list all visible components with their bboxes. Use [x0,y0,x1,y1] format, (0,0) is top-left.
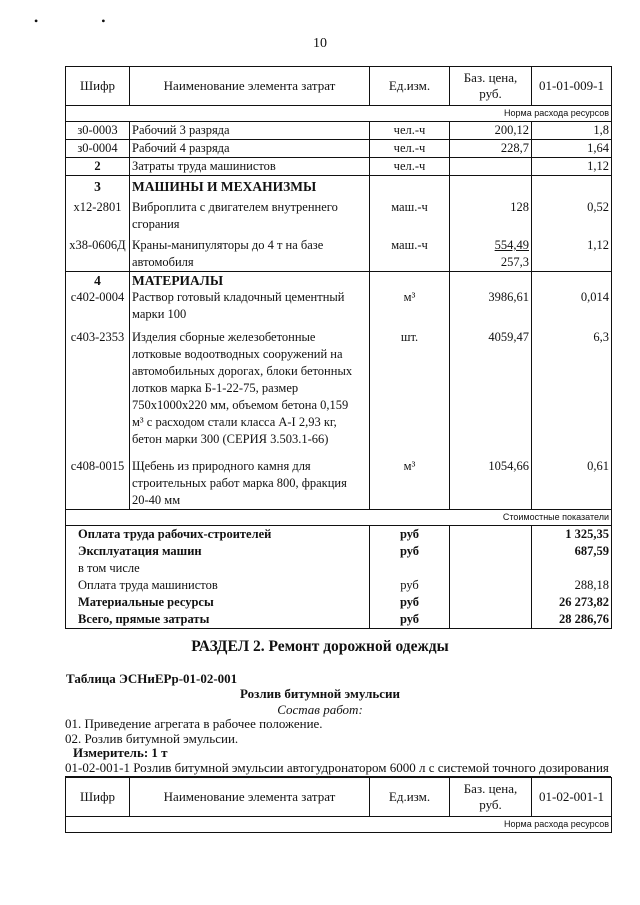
header-price: Баз. цена, руб. [450,778,532,817]
header-norm-code: 01-01-009-1 [532,67,612,106]
table-row [66,158,612,176]
summary-row [66,543,612,560]
row-code: с403-2353 [66,323,130,448]
summary-row [66,594,612,611]
row-price: 1054,66 [450,448,532,510]
work-step: 01. Приведение агрегата в рабочее положение. [65,716,323,731]
header-price: Баз. цена, руб. [450,67,532,106]
row-norm: 0,61 [532,448,612,510]
row-price [450,158,532,176]
section-number: 3 [66,176,130,196]
row-unit: м³ [370,448,450,510]
row-unit: чел.-ч [370,122,450,140]
row-name: Затраты труда машинистов [130,158,370,176]
item-line: 01-02-001-1 Розлив битумной эмульсии автогудронатором 6000 л с системой точного дозирования [65,760,609,775]
row-unit: шт. [370,323,450,448]
row-code: с402-0004 [66,289,130,323]
table-row [66,289,612,323]
row-price: 200,12 [450,122,532,140]
row-unit: маш.-ч [370,233,450,272]
resource-table-01-02-001-1 [65,777,612,833]
summary-row [66,611,612,629]
table-row [66,195,612,233]
summary-label: Материальные ресурсы [66,594,370,611]
row-unit: чел.-ч [370,158,450,176]
row-price: 554,49 257,3 [450,233,532,272]
summary-row [66,577,612,594]
row-name: Краны-манипуляторы до 4 т на базе автомобиля [130,233,370,272]
header-unit: Ед.изм. [370,67,450,106]
row-norm: 1,8 [532,122,612,140]
summary-value: 288,18 [532,577,612,594]
table-header [66,67,612,106]
summary-row [66,560,612,577]
table-label: Таблица ЭСНиЕРр-01-02-001 [66,671,238,686]
summary-label: Оплата труда рабочих-строителей [66,526,370,544]
summary-unit: руб [370,611,450,629]
work-step: 02. Розлив битумной эмульсии. [65,731,239,746]
row-price: 3986,61 [450,289,532,323]
row-price: 4059,47 [450,323,532,448]
section-heading-row [66,176,612,196]
row-norm: 0,52 [532,195,612,233]
section-heading-row [66,272,612,290]
row-unit: маш.-ч [370,195,450,233]
summary-unit: руб [370,594,450,611]
norm-caption-row [66,106,612,122]
table-row [66,140,612,158]
summary-value: 28 286,76 [532,611,612,629]
row-norm: 1,64 [532,140,612,158]
row-unit: м³ [370,289,450,323]
row-code: х12-2801 [66,195,130,233]
section-title: МАШИНЫ И МЕХАНИЗМЫ [130,176,370,196]
summary-unit: руб [370,543,450,560]
row-code: з0-0003 [66,122,130,140]
table-row [66,448,612,510]
summary-label: Эксплуатация машин [66,543,370,560]
row-code: с408-0015 [66,448,130,510]
norm-caption-row [66,817,612,833]
summary-value: 26 273,82 [532,594,612,611]
summary-unit: руб [370,577,450,594]
section-number: 4 [66,272,130,290]
summary-row [66,526,612,544]
summary-label: Оплата труда машинистов [66,577,370,594]
summary-label: в том числе [66,560,370,577]
row-norm: 6,3 [532,323,612,448]
row-norm: 0,014 [532,289,612,323]
resource-table-01-01-009-1 [65,66,612,629]
row-price: 128 [450,195,532,233]
row-name: Виброплита с двигателем внутреннего сгорания [130,195,370,233]
row-code: х38-0606Д [66,233,130,272]
summary-value: 1 325,35 [532,526,612,544]
norm-caption: Норма расхода ресурсов [66,817,612,833]
header-name: Наименование элемента затрат [130,67,370,106]
table-header [66,778,612,817]
header-name: Наименование элемента затрат [130,778,370,817]
row-name: Рабочий 3 разряда [130,122,370,140]
row-name: Раствор готовый кладочный цементный марки 100 [130,289,370,323]
section-title: РАЗДЕЛ 2. Ремонт дорожной одежды [191,638,449,655]
row-unit: чел.-ч [370,140,450,158]
norm-caption: Норма расхода ресурсов [66,106,612,122]
row-name: Щебень из природного камня для строительных работ марка 800, фракция 20-40 мм [130,448,370,510]
cost-caption-row [66,510,612,526]
row-norm: 1,12 [532,233,612,272]
row-norm: 1,12 [532,158,612,176]
measure-unit: Измеритель: 1 т [73,745,168,760]
header-code: Шифр [66,67,130,106]
row-code: з0-0004 [66,140,130,158]
table-row [66,233,612,272]
table-row [66,122,612,140]
table-title: Розлив битумной эмульсии [240,686,400,701]
summary-label: Всего, прямые затраты [66,611,370,629]
header-unit: Ед.изм. [370,778,450,817]
summary-value: 687,59 [532,543,612,560]
row-price: 228,7 [450,140,532,158]
composition-heading: Состав работ: [277,702,363,717]
cost-caption: Стоимостные показатели [66,510,612,526]
section-title: МАТЕРИАЛЫ [130,272,370,290]
table-row [66,323,612,448]
header-norm-code: 01-02-001-1 [532,778,612,817]
summary-unit: руб [370,526,450,544]
row-code: 2 [66,158,130,176]
page-number: 10 [313,36,327,51]
row-name: Изделия сборные железобетонные лотковые водоотводных сооружений на автомобильных дорогах, блоки бетонных лотков марка Б-1-22-75, размер 750х1000х220 мм, объемом бетона 0,159 м³ с расходом стали класса А-I 2,93 кг, бетон марки 300 (СЕРИЯ 3.503.1-66) [130,323,370,448]
header-code: Шифр [66,778,130,817]
row-name: Рабочий 4 разряда [130,140,370,158]
scan-marks: • • [34,14,136,28]
